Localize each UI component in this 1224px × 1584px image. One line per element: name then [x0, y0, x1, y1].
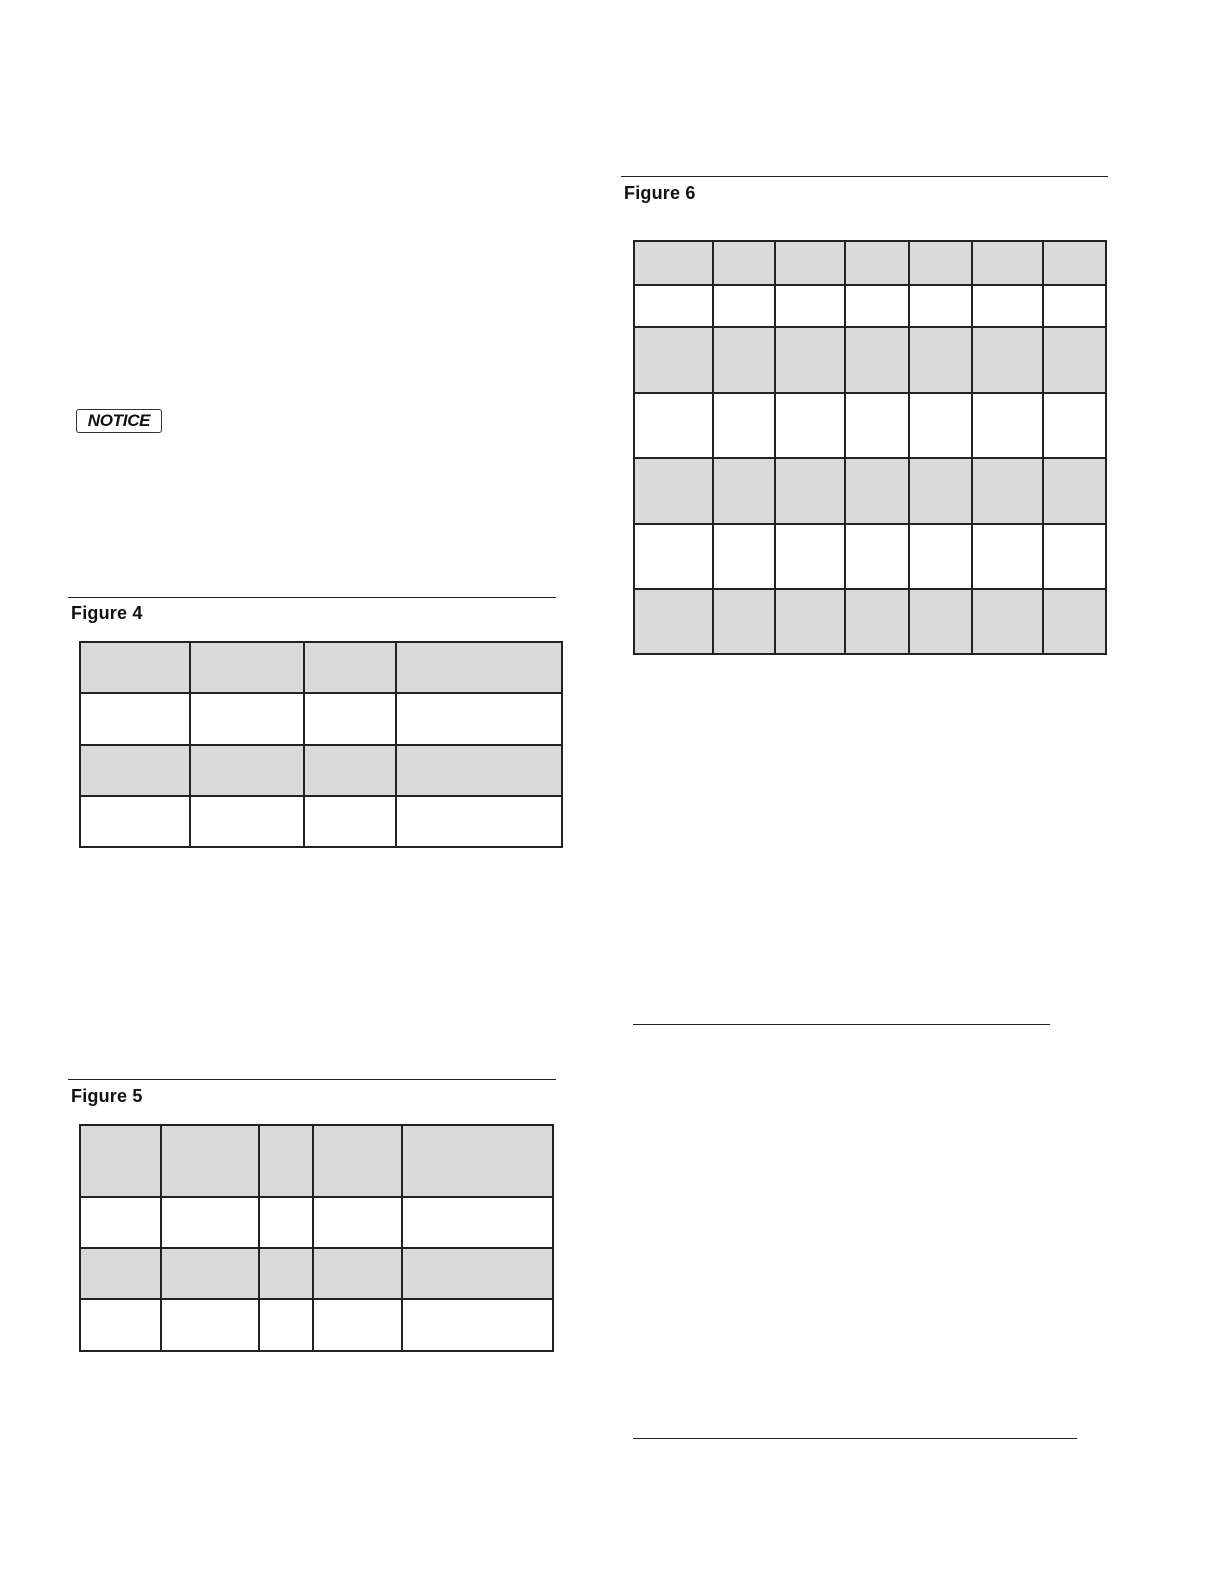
table-row: [80, 1299, 553, 1351]
table-row: [634, 524, 1106, 589]
figure-4-table: [79, 641, 563, 848]
table-row: [80, 745, 562, 796]
table-row: [634, 458, 1106, 524]
table-row: [80, 642, 562, 693]
table-row: [80, 1197, 553, 1248]
table-row: [634, 241, 1106, 285]
table-row: [80, 1125, 553, 1197]
section-rule: [633, 1024, 1050, 1025]
figure-6-label: Figure 6: [624, 183, 696, 203]
table-row: [80, 796, 562, 847]
figure-5-rule: [68, 1079, 556, 1080]
figure-5-label: Figure 5: [71, 1086, 143, 1106]
table-row: [634, 589, 1106, 654]
figure-6-rule: [621, 176, 1108, 177]
figure-6-table: [633, 240, 1107, 655]
notice-badge: NOTICE: [76, 409, 162, 433]
section-rule: [633, 1438, 1077, 1439]
table-row: [634, 393, 1106, 458]
table-row: [80, 693, 562, 745]
figure-4-rule: [68, 597, 556, 598]
figure-5-table: [79, 1124, 554, 1352]
table-row: [80, 1248, 553, 1299]
table-row: [634, 285, 1106, 327]
figure-4-label: Figure 4: [71, 603, 143, 623]
table-row: [634, 327, 1106, 393]
